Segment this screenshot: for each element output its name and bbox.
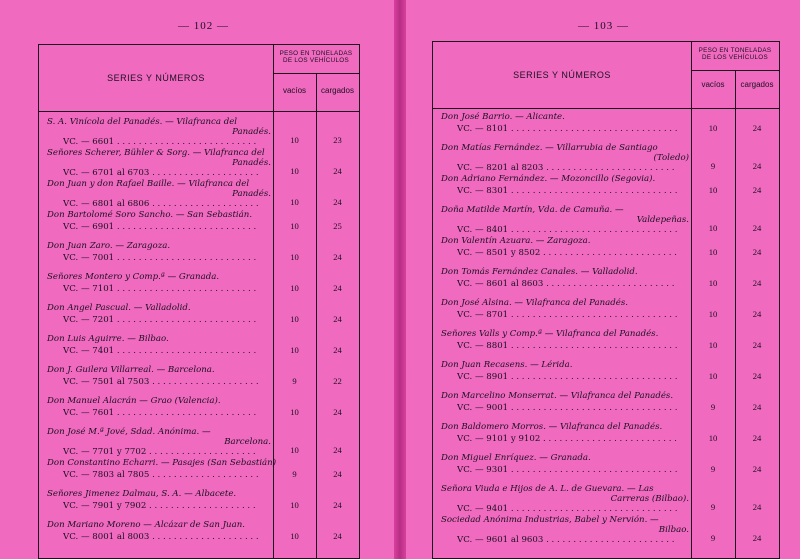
empty-weight: 10 [290, 252, 299, 262]
loaded-weight: 24 [333, 469, 342, 479]
series-code: VC. — 6701 al 6703 . . . [63, 168, 259, 178]
owner-name: Don Juan y don Rafael Baille. — Vilafranca del [47, 179, 250, 189]
loaded-weight: 24 [752, 340, 762, 350]
weight-header-line2: DE LOS VEHÍCULOS [701, 54, 769, 61]
loaded-weight: 24 [752, 185, 762, 195]
table-row [39, 458, 359, 489]
owner-name: Don Manuel Alacrán — Grao (Valencia). [47, 396, 221, 406]
table-row [433, 453, 779, 484]
loaded-weight: 24 [333, 252, 342, 262]
owner-name: Señora Viuda e Hijos de A. L. de Guevara. — Las [441, 484, 654, 494]
owner-name: Señores Jimenez Dalmau, S. A. — Albacete. [47, 489, 237, 499]
weight-header-line2: DE LOS VEHÍCULOS [282, 57, 350, 64]
table-row [433, 143, 779, 174]
empty-weight: 10 [290, 221, 299, 231]
series-code: VC. — 8301 . . . [457, 186, 677, 196]
series-code: VC. — 8201 al 8203 . . . [457, 163, 677, 173]
loaded-weight: 25 [333, 221, 342, 231]
owner-name: Sociedad Anónima Industrias, Babel y Nervión. — [441, 515, 659, 525]
series-code: VC. — 8001 al 8003 . . . [63, 532, 259, 542]
owner-location-continued: Panadés. [232, 127, 271, 137]
owner-name: Don Juan Recasens. — Lérida. [441, 360, 573, 370]
loaded-weight: 24 [752, 371, 762, 381]
series-code: VC. — 6901 . . . [63, 222, 259, 232]
owner-name: Don José Barrio. — Alicante. [441, 112, 565, 122]
loaded-weight: 24 [752, 247, 762, 257]
loaded-weight: 24 [333, 283, 342, 293]
owner-name: Don Angel Pascual. — Valladolid. [47, 303, 191, 313]
empty-header: vacíos [701, 80, 725, 89]
series-code: VC. — 8401 . . . [457, 225, 677, 235]
owner-name: Don Juan Zaro. — Zaragoza. [47, 241, 171, 251]
owner-name: Señores Montero y Comp.ª — Granada. [47, 272, 220, 282]
empty-weight: 10 [290, 445, 299, 455]
owner-location-continued: Panadés. [232, 189, 271, 199]
table-row [39, 396, 359, 427]
loaded-weight: 24 [333, 314, 342, 324]
owner-location-continued: Bilbao. [658, 525, 689, 535]
empty-weight: 10 [708, 278, 718, 288]
loaded-weight: 24 [752, 433, 762, 443]
series-code: VC. — 7601 . . . [63, 408, 259, 418]
page-number: — 102 — [178, 20, 229, 32]
page-number: — 103 — [578, 20, 629, 32]
owner-location-continued: Carreras (Bilbao). [610, 494, 689, 504]
table-row [39, 241, 359, 272]
loaded-weight: 24 [752, 278, 762, 288]
series-code: VC. — 9601 al 9603 . . . [457, 535, 677, 545]
table-header [39, 45, 359, 112]
table-row [39, 179, 359, 210]
series-code: VC. — 7401 . . . [63, 346, 259, 356]
empty-weight: 10 [290, 345, 299, 355]
empty-weight: 10 [290, 500, 299, 510]
empty-weight: 10 [708, 371, 718, 381]
series-code: VC. — 7701 y 7702 . . . [63, 447, 259, 457]
series-code: VC. — 7501 al 7503 . . . [63, 377, 259, 387]
table-row [433, 205, 779, 236]
table-header [433, 42, 779, 109]
owner-name: Don Mariano Moreno — Alcázar de San Juan. [47, 520, 245, 530]
table-row [39, 117, 359, 148]
series-code: VC. — 9101 y 9102 . . . [457, 434, 677, 444]
owner-name: Doña Matilde Martín, Vda. de Camuña. — [441, 205, 624, 215]
table-row [433, 329, 779, 360]
loaded-header: cargados [740, 80, 774, 89]
series-header: SERIES Y NÚMEROS [513, 70, 611, 80]
empty-weight: 10 [708, 123, 718, 133]
table-row [433, 360, 779, 391]
series-code: VC. — 7101 . . . [63, 284, 259, 294]
series-code: VC. — 7901 y 7902 . . . [63, 501, 259, 511]
weight-header-line1: PESO EN TONELADAS [279, 50, 353, 57]
loaded-weight: 23 [333, 135, 342, 145]
series-code: VC. — 7201 . . . [63, 315, 259, 325]
table-row [39, 489, 359, 520]
loaded-weight: 24 [333, 445, 342, 455]
empty-weight: 9 [292, 376, 297, 386]
empty-weight: 10 [290, 407, 299, 417]
table-row [39, 210, 359, 241]
series-code: VC. — 8101 . . . [457, 124, 677, 134]
loaded-weight: 24 [752, 161, 762, 171]
series-code: VC. — 8601 al 8603 . . . [457, 279, 677, 289]
table-row [433, 391, 779, 422]
empty-weight: 9 [710, 402, 716, 412]
weight-header-line1: PESO EN TONELADAS [698, 47, 772, 54]
loaded-weight: 24 [752, 123, 762, 133]
weight-header [691, 47, 779, 61]
table-row [433, 267, 779, 298]
table-row [39, 365, 359, 396]
book-gutter [394, 0, 406, 559]
vehicle-table [38, 44, 360, 559]
owner-location-continued: Valdepeñas. [636, 215, 689, 225]
table-row [433, 422, 779, 453]
series-header: SERIES Y NÚMEROS [107, 73, 205, 83]
owner-name: Don Bartolomé Soro Sancho. — San Sebastián. [47, 210, 253, 220]
owner-location-continued: Panadés. [232, 158, 271, 168]
owner-name: Don Miguel Enríquez. — Granada. [441, 453, 591, 463]
empty-weight: 9 [710, 161, 716, 171]
empty-weight: 10 [708, 185, 718, 195]
owner-name: Don Tomás Fernández Canales. — Valladolid. [441, 267, 638, 277]
owner-name: Don Luis Aguirre. — Bilbao. [47, 334, 169, 344]
empty-weight: 10 [290, 166, 299, 176]
vehicle-table [432, 41, 780, 559]
owner-name: Señores Valls y Comp.ª — Vilafranca del Panadés. [441, 329, 659, 339]
loaded-weight: 24 [333, 197, 342, 207]
empty-weight: 10 [290, 314, 299, 324]
empty-header: vacíos [282, 86, 307, 95]
loaded-weight: 24 [752, 533, 762, 543]
series-code: VC. — 8501 y 8502 . . . [457, 248, 677, 258]
series-code: VC. — 7803 al 7805 . . . [63, 470, 259, 480]
empty-weight: 9 [710, 502, 716, 512]
empty-weight: 10 [708, 247, 718, 257]
owner-name: Don Baldomero Morros. — Vilafranca del Panadés. [441, 422, 663, 432]
table-row [433, 298, 779, 329]
empty-weight: 9 [292, 469, 297, 479]
series-code: VC. — 6801 al 6806 . . . [63, 199, 259, 209]
series-code: VC. — 9301 . . . [457, 465, 677, 475]
left-page [0, 0, 394, 559]
loaded-weight: 24 [752, 402, 762, 412]
owner-name: Señores Scherer, Bühler & Sorg. — Vilafranca del [47, 148, 265, 158]
table-row [39, 303, 359, 334]
owner-name: Don Adriano Fernández. — Mozoncillo (Segovia). [441, 174, 656, 184]
empty-weight: 10 [290, 531, 299, 541]
table-row [433, 484, 779, 515]
owner-name: S. A. Vinícola del Panadés. — Vilafranca del [47, 117, 238, 127]
owner-name: Don José Alsina. — Vilafranca del Panadés. [441, 298, 629, 308]
owner-name: Don José M.ª Jové, Sdad. Anónima. — [47, 427, 211, 437]
owner-location-continued: Barcelona. [224, 437, 271, 447]
empty-weight: 10 [290, 283, 299, 293]
weight-header [273, 50, 359, 64]
owner-name: Don Valentín Azuara. — Zaragoza. [441, 236, 591, 246]
series-code: VC. — 7001 . . . [63, 253, 259, 263]
loaded-weight: 24 [333, 531, 342, 541]
owner-name: Don Matías Fernández. — Villarrubia de Santiago [441, 143, 658, 153]
empty-weight: 10 [708, 223, 718, 233]
series-code: VC. — 8801 . . . [457, 341, 677, 351]
empty-weight: 9 [710, 533, 716, 543]
loaded-weight: 24 [333, 345, 342, 355]
table-row [39, 272, 359, 303]
empty-weight: 10 [708, 309, 718, 319]
table-row [433, 174, 779, 205]
table-row [39, 334, 359, 365]
owner-name: Don Marcelino Monserrat. — Vilafranca del Panadés. [441, 391, 674, 401]
empty-weight: 10 [708, 433, 718, 443]
owner-name: Don J. Guilera Villarreal. — Barcelona. [47, 365, 215, 375]
table-row [39, 520, 359, 551]
loaded-header: cargados [321, 86, 354, 95]
owner-name: Don Constantino Echarri. — Pasajes (San Sebastián) [47, 458, 277, 468]
right-page [406, 0, 800, 559]
loaded-weight: 24 [333, 500, 342, 510]
loaded-weight: 24 [752, 223, 762, 233]
series-code: VC. — 8901 . . . [457, 372, 677, 382]
empty-weight: 10 [290, 197, 299, 207]
loaded-weight: 24 [752, 502, 762, 512]
loaded-weight: 24 [333, 407, 342, 417]
owner-location-continued: (Toledo) [653, 153, 689, 163]
loaded-weight: 24 [333, 166, 342, 176]
table-row [433, 515, 779, 546]
table-row [433, 236, 779, 267]
empty-weight: 10 [290, 135, 299, 145]
loaded-weight: 24 [752, 464, 762, 474]
empty-weight: 9 [710, 464, 716, 474]
series-code: VC. — 9401 . . . [457, 504, 677, 514]
series-code: VC. — 9001 . . . [457, 403, 677, 413]
series-code: VC. — 8701 . . . [457, 310, 677, 320]
series-code: VC. — 6601 . . . [63, 137, 259, 147]
empty-weight: 10 [708, 340, 718, 350]
table-row [39, 427, 359, 458]
loaded-weight: 24 [752, 309, 762, 319]
table-row [433, 112, 779, 143]
table-row [39, 148, 359, 179]
loaded-weight: 22 [333, 376, 342, 386]
